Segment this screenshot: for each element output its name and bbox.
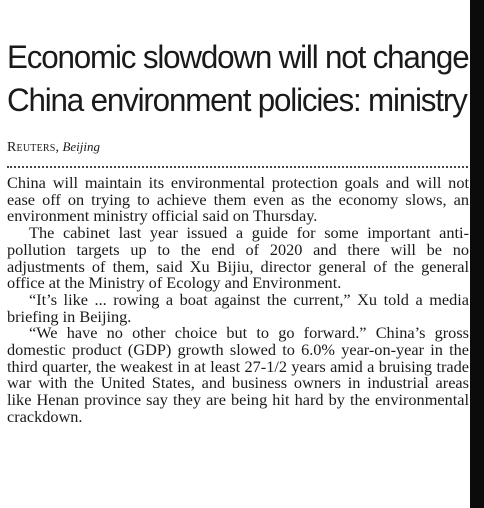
byline-location: Beijing <box>62 139 101 154</box>
article-body <box>7 175 469 426</box>
paragraph-2: The cabinet last year issued a guide for some important anti-pollution targets up to the end of 2020 and there will be no adjustments of them, said Xu Bijiu, director general of the general office at the Ministry of Ecology and Environment. <box>7 223 469 293</box>
headline-line-2: China environment policies: ministry <box>7 82 467 118</box>
byline-source: Reuters, <box>7 140 60 155</box>
paragraph-1: China will maintain its environmental protection goals and will not ease off on trying to achieve them even as the economy slows, an environment ministry official said on Thursday. <box>7 173 469 226</box>
dotted-divider <box>7 166 468 168</box>
headline-line-1: Economic slowdown will not change <box>7 39 469 75</box>
paragraph-4: “We have no other choice but to go forward.” China’s gross domestic product (GDP) growth slowed to 6.0% year-on-year in the third quarter, the weakest in at least 27-1/2 years amid a bruising trade war with the United States, and business owners in industrial areas like Henan province say they are being hit hard by the environmental crackdown. <box>7 323 469 426</box>
byline <box>7 139 100 156</box>
page-edge-shadow <box>470 0 484 508</box>
paragraph-3: “It’s like ... rowing a boat against the current,” Xu told a media briefing in Beijing. <box>7 289 469 326</box>
headline <box>7 36 468 122</box>
